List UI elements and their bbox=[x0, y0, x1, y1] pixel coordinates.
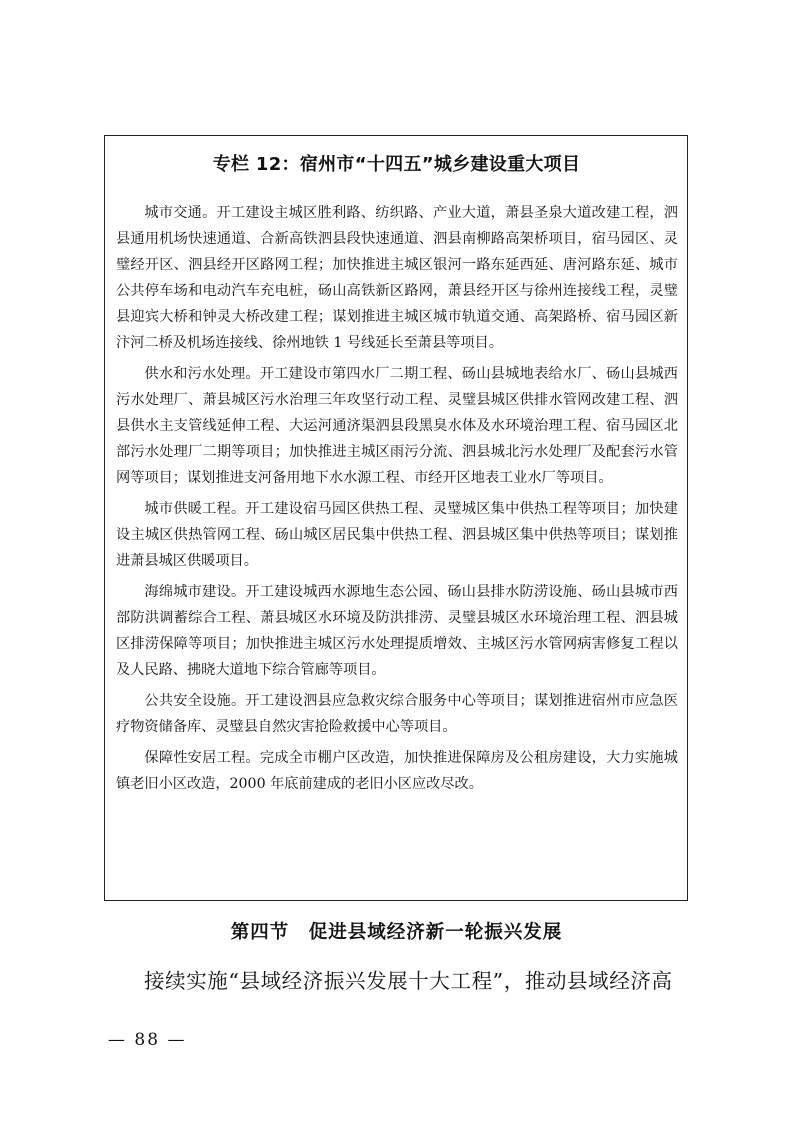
paragraph-affordable-housing: 保障性安居工程。完成全市棚户区改造，加快推进保障房及公租房建设，大力实施城镇老旧小区改造，2000 年底前建成的老旧小区应改尽改。 bbox=[116, 750, 678, 792]
special-column-content bbox=[116, 200, 678, 802]
special-column-title: 专栏 12：宿州市“十四五”城乡建设重大项目 bbox=[212, 154, 581, 175]
paragraph-public-safety: 公共安全设施。开工建设泗县应急救灾综合服务中心等项目；谋划推进宿州市应急医疗物资储备库、灵璧县自然灾害抢险救援中心等项目。 bbox=[116, 693, 678, 735]
paragraph-urban-heating: 城市供暖工程。开工建设宿马园区供热工程、灵璧城区集中供热工程等项目；加快建设主城区供热管网工程、砀山城区居民集中供热工程、泗县城区集中供热等项目；谋划推进萧县城区供暖项目。 bbox=[116, 501, 678, 569]
paragraph-water-supply-sewage: 供水和污水处理。开工建设市第四水厂二期工程、砀山县城地表给水厂、砀山县城西污水处理厂、萧县城区污水治理三年攻坚行动工程、灵璧县城区供排水管网改建工程、泗县供水主支管线延伸工程、大运河通济渠泗县段黑臭水体及水环境治理工程、宿马园区北部污水处理厂二期等项目；加快推进主城区雨污分流、泗县城北污水处理厂及配套污水管网等项目；谋划推进支河备用地下水水源工程、市经开区地表工业水厂等项目。 bbox=[116, 366, 678, 486]
paragraph-sponge-city: 海绵城市建设。开工建设城西水源地生态公园、砀山县排水防涝设施、砀山县城市西部防洪调蓄综合工程、萧县城区水环境及防洪排涝、灵璧县城区水环境治理工程、泗县城区排涝保障等项目；加快推进主城区污水处理提质增效、主城区污水管网病害修复工程以及人民路、拂晓大道地下综合管廊等项目。 bbox=[116, 584, 678, 678]
body-paragraph bbox=[104, 964, 688, 998]
paragraph-urban-transport: 城市交通。开工建设主城区胜利路、纺织路、产业大道，萧县圣泉大道改建工程，泗县通用机场快速通道、合新高铁泗县段快速通道、泗县南柳路高架桥项目，宿马园区、灵璧经开区、泗县经开区路网工程；加快推进主城区银河一路东延西延、唐河路东延、城市公共停车场和电动汽车充电桩，砀山高铁新区路网，萧县经开区与徐州连接线工程，灵璧县迎宾大桥和钟灵大桥改建工程；谋划推进主城区城市轨道交通、高架路桥、宿马园区新汴河二桥及机场连接线、徐州地铁 1 号线延长至萧县等项目。 bbox=[116, 205, 678, 351]
page-number: — 88 — bbox=[108, 1030, 187, 1050]
section-heading: 第四节 促进县域经济新一轮振兴发展 bbox=[230, 922, 563, 943]
body-paragraph-text: 接续实施“县域经济振兴发展十大工程”，推动县域经济高 bbox=[144, 969, 673, 993]
